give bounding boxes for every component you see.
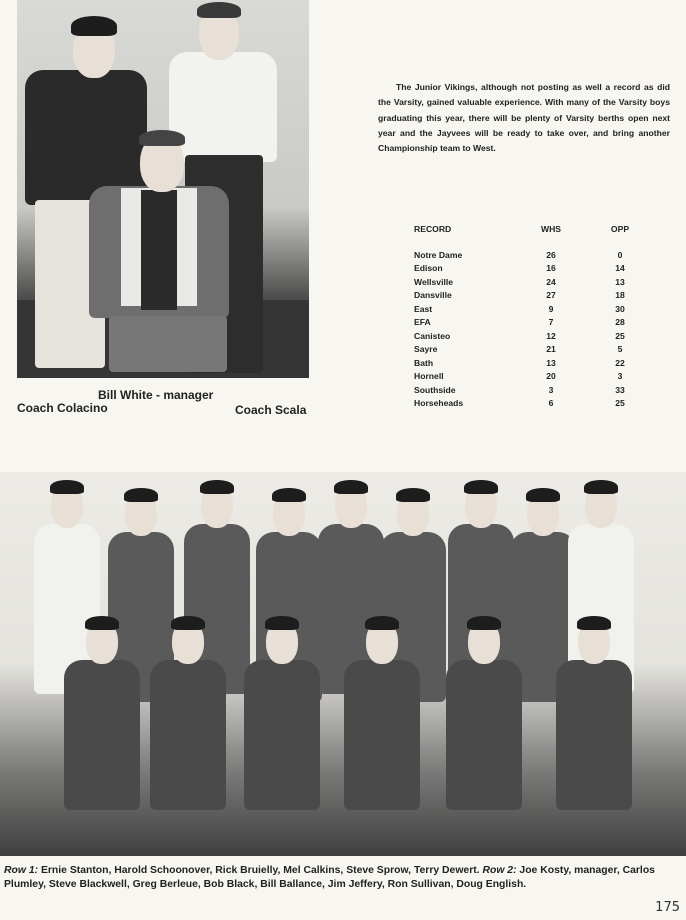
team-name: Dansville [414, 290, 452, 301]
team-name: Bath [414, 357, 434, 368]
opp-score: 30 [615, 303, 625, 314]
row2-label: Row 2: [482, 865, 517, 876]
header-record: RECORD [414, 224, 452, 234]
coaches-photo [17, 0, 309, 378]
opp-score: 0 [617, 249, 623, 260]
opp-score: 28 [615, 317, 625, 328]
table-row [408, 262, 652, 276]
opp-score: 5 [617, 344, 623, 355]
table-row [408, 302, 652, 316]
whs-score: 9 [548, 303, 554, 314]
team-photo [0, 472, 686, 856]
table-header-row [408, 224, 652, 248]
intro-paragraph: The Junior Vikings, although not posting as well a record as did the Varsity, gained valuable experience. With many of the Varsity boys graduating this year, there will be plenty of Varsity berths open next year and the Jayvees will be ready to take over, and bring another Championship team to West. [378, 82, 670, 154]
season-record-table [408, 224, 652, 410]
coach-scala-caption: Coach Scala [235, 403, 307, 417]
table-row [408, 356, 652, 370]
team-name: Edison [414, 263, 443, 274]
whs-score: 13 [546, 357, 556, 368]
table-row [408, 343, 652, 357]
table-row [408, 397, 652, 411]
team-name: Notre Dame [414, 249, 463, 260]
whs-score: 6 [548, 398, 554, 409]
table-row [408, 289, 652, 303]
opp-score: 33 [615, 384, 625, 395]
header-opp: OPP [610, 224, 630, 234]
team-name: Horseheads [414, 398, 464, 409]
whs-score: 27 [546, 290, 556, 301]
opp-score: 25 [615, 330, 625, 341]
table-row [408, 329, 652, 343]
team-name: East [414, 303, 433, 314]
team-name: Sayre [414, 344, 438, 355]
table-row [408, 316, 652, 330]
whs-score: 26 [546, 249, 556, 260]
manager-caption: Bill White - manager [98, 388, 214, 402]
whs-score: 7 [548, 317, 554, 328]
whs-score: 21 [546, 344, 556, 355]
row1-names: Ernie Stanton, Harold Schoonover, Rick Bruielly, Mel Calkins, Steve Sprow, Terry Dewert. [38, 865, 483, 876]
table-row [408, 383, 652, 397]
opp-score: 22 [615, 357, 625, 368]
opp-score: 13 [615, 276, 625, 287]
whs-score: 20 [546, 371, 556, 382]
opp-score: 14 [615, 263, 625, 274]
coach-colacino-caption: Coach Colacino [17, 401, 108, 415]
team-name: Canisteo [414, 330, 451, 341]
team-name: Southside [414, 384, 456, 395]
team-photo-caption [4, 864, 680, 892]
opp-score: 18 [615, 290, 625, 301]
whs-score: 16 [546, 263, 556, 274]
whs-score: 3 [548, 384, 554, 395]
opp-score: 3 [617, 371, 623, 382]
whs-score: 12 [546, 330, 556, 341]
table-row [408, 370, 652, 384]
page-number: 175 [655, 900, 680, 915]
row2-names: Joe Kosty, manager, Carlos Plumley, Steve Blackwell, Greg Berleue, Bob Black, Bill Ballance, Jim Jeffery, Ron Sullivan, Doug English. [4, 865, 655, 890]
whs-score: 24 [546, 276, 556, 287]
table-row [408, 275, 652, 289]
opp-score: 25 [615, 398, 625, 409]
team-name: EFA [414, 317, 431, 328]
table-row [408, 248, 652, 262]
row1-label: Row 1: [4, 865, 39, 876]
team-name: Wellsville [414, 276, 454, 287]
header-whs: WHS [540, 224, 562, 234]
team-name: Hornell [414, 371, 444, 382]
